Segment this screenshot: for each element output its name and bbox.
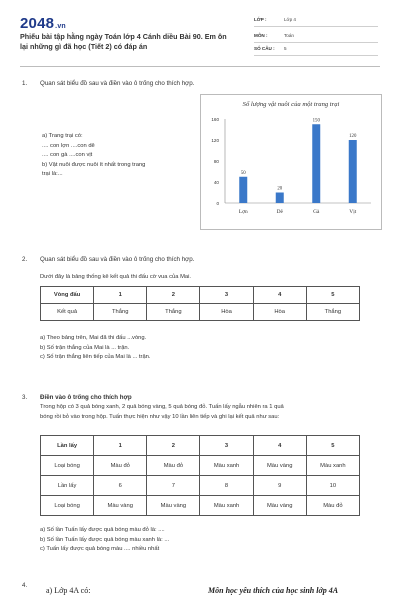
meta-count-value: 5 — [284, 46, 287, 51]
table-cell: Thắng — [147, 304, 200, 321]
q1-prompt: Quan sát biểu đồ sau và điền vào ô trống cho thích hợp. — [40, 80, 195, 87]
worksheet-title: Phiếu bài tập hằng ngày Toán lớp 4 Cánh diều Bài 90. Em ôn lại những gì đã học (Tiết 2) có đáp án — [20, 32, 227, 51]
table-header-cell: 1 — [94, 287, 147, 304]
q1-line: a) Trang trại có: — [42, 133, 83, 139]
q2-question: b) Số trận thắng của Mai là ... trận. — [40, 344, 130, 351]
bar-Gà — [312, 124, 320, 203]
header-divider — [20, 66, 380, 67]
x-tick-label: Gà — [313, 209, 320, 215]
y-tick-label: 80 — [213, 159, 219, 164]
table-row — [41, 476, 360, 496]
meta-subject-label: MÔN : — [254, 33, 268, 38]
q3-text-line: bóng rồi bỏ vào trong hộp. Tuấn thực hiện như vậy 10 lần liên tiếp và ghi lại kết quả như sau: — [40, 413, 280, 420]
table-cell: Màu vàng — [94, 496, 147, 516]
table-row — [41, 436, 360, 456]
meta-class-label: LỚP : — [254, 17, 267, 22]
meta-class — [254, 14, 378, 27]
table-cell: Màu xanh — [306, 456, 359, 476]
table-header-cell: 3 — [200, 436, 253, 456]
table-header-cell: Lần lấy — [41, 436, 94, 456]
table-header-cell: 4 — [253, 436, 306, 456]
x-tick-label: Dê — [276, 209, 283, 215]
site-logo[interactable] — [20, 15, 66, 32]
chart-canvas — [201, 95, 381, 229]
q3-question: b) Số lần Tuấn lấy được quả bóng màu xanh là: ... — [40, 536, 170, 543]
meta-count-label: SỐ CÂU : — [254, 46, 275, 51]
meta-subject — [254, 30, 378, 43]
table-header-cell: 1 — [94, 436, 147, 456]
table-header-cell: 3 — [200, 287, 253, 304]
q2-question: c) Số trận thắng liên tiếp của Mai là ... trận. — [40, 354, 151, 361]
table-cell: 9 — [253, 476, 306, 496]
table-cell: 10 — [306, 476, 359, 496]
table-cell: Thắng — [94, 304, 147, 321]
meta-class-value: Lớp 4 — [284, 17, 296, 22]
table-cell: Màu vàng — [147, 496, 200, 516]
bar-Lợn — [239, 177, 247, 203]
q3-question: a) Số lần Tuấn lấy được quả bóng màu đỏ là: .... — [40, 527, 165, 533]
table-cell: Thắng — [306, 304, 359, 321]
table-cell: Màu đỏ — [94, 456, 147, 476]
table-cell: 6 — [94, 476, 147, 496]
table-cell: Hòa — [200, 304, 253, 321]
q3-heading: Điền vào ô trống cho thích hợp — [40, 394, 132, 401]
table-header-cell: 4 — [253, 287, 306, 304]
q1-line: .... con gà ....con vịt — [42, 152, 93, 159]
table-header-cell: Vòng đấu — [41, 287, 94, 304]
table-cell: Màu vàng — [253, 496, 306, 516]
table-cell: Màu vàng — [253, 456, 306, 476]
q4-prompt: a) Lớp 4A có: — [46, 586, 91, 595]
q3-text-line: Trong hộp có 3 quả bóng xanh, 2 quả bóng vàng, 5 quả bóng đỏ. Tuấn lấy ngẫu nhiên ra 1 quả — [40, 404, 284, 410]
x-tick-label: Vịt — [349, 209, 357, 215]
table-header-cell: 2 — [147, 436, 200, 456]
table-row — [41, 304, 360, 321]
meta-count — [254, 43, 378, 56]
q4-chart-title: Môn học yêu thích của học sinh lớp 4A — [208, 586, 339, 595]
y-tick-label: 120 — [211, 138, 219, 143]
data-label: 150 — [312, 118, 320, 124]
table-row — [41, 496, 360, 516]
y-tick-label: 40 — [213, 180, 219, 185]
bar-Dê — [276, 193, 284, 204]
table-cell: Kết quả — [41, 304, 94, 321]
table-header-cell: 2 — [147, 287, 200, 304]
table-cell: 7 — [147, 476, 200, 496]
q1-line: b) Vật nuôi được nuôi ít nhất trong trang — [42, 161, 146, 168]
q2-prompt: Quan sát biểu đồ sau và điền vào ô trống cho thích hợp. — [40, 256, 195, 263]
logo-text: 2048 — [20, 15, 55, 32]
q2-number: 2. — [22, 256, 28, 263]
q1-number: 1. — [22, 80, 28, 87]
y-tick-label: 160 — [211, 117, 219, 122]
table-cell: Loại bóng — [41, 456, 94, 476]
q2-questions — [40, 334, 151, 363]
q1-fill-lines — [42, 132, 202, 180]
q4-number: 4. — [22, 582, 28, 589]
meta-subject-value: Toán — [284, 33, 294, 38]
table-row — [41, 456, 360, 476]
data-label: 20 — [277, 186, 283, 192]
y-tick-label: 0 — [216, 201, 219, 206]
table-cell: Màu đỏ — [147, 456, 200, 476]
q2-question: a) Theo bảng trên, Mai đã thi đấu ...vòng. — [40, 335, 147, 341]
table-cell: Màu đỏ — [306, 496, 359, 516]
table-cell: Loại bóng — [41, 496, 94, 516]
logo-tld: .vn — [55, 23, 66, 30]
table-cell: Màu xanh — [200, 456, 253, 476]
q1-line: .... con lợn ....con dê — [42, 142, 95, 149]
table-cell: Màu xanh — [200, 496, 253, 516]
livestock-chart — [200, 94, 382, 230]
data-label: 120 — [349, 134, 357, 139]
q3-question: c) Tuấn lấy được quả bóng màu .... nhiều nhất — [40, 546, 160, 553]
chart-title: Số lượng vật nuôi của một trang trại — [242, 101, 340, 108]
table-cell: Hòa — [253, 304, 306, 321]
table-row — [41, 287, 360, 304]
x-tick-label: Lợn — [238, 209, 248, 215]
q2-intro: Dưới đây là bảng thống kê kết quả thi đấu cờ vua của Mai. — [40, 274, 192, 280]
q3-questions — [40, 526, 169, 555]
q3-description — [40, 403, 390, 422]
bar-Vịt — [349, 140, 357, 203]
q3-number: 3. — [22, 394, 28, 401]
ball-draws-table — [40, 435, 360, 516]
table-header-cell: 5 — [306, 436, 359, 456]
q1-line: trại là:... — [42, 171, 63, 178]
table-header-cell: 5 — [306, 287, 359, 304]
data-label: 50 — [240, 170, 246, 176]
table-cell: 8 — [200, 476, 253, 496]
chess-results-table — [40, 286, 360, 321]
table-cell: Lần lấy — [41, 476, 94, 496]
